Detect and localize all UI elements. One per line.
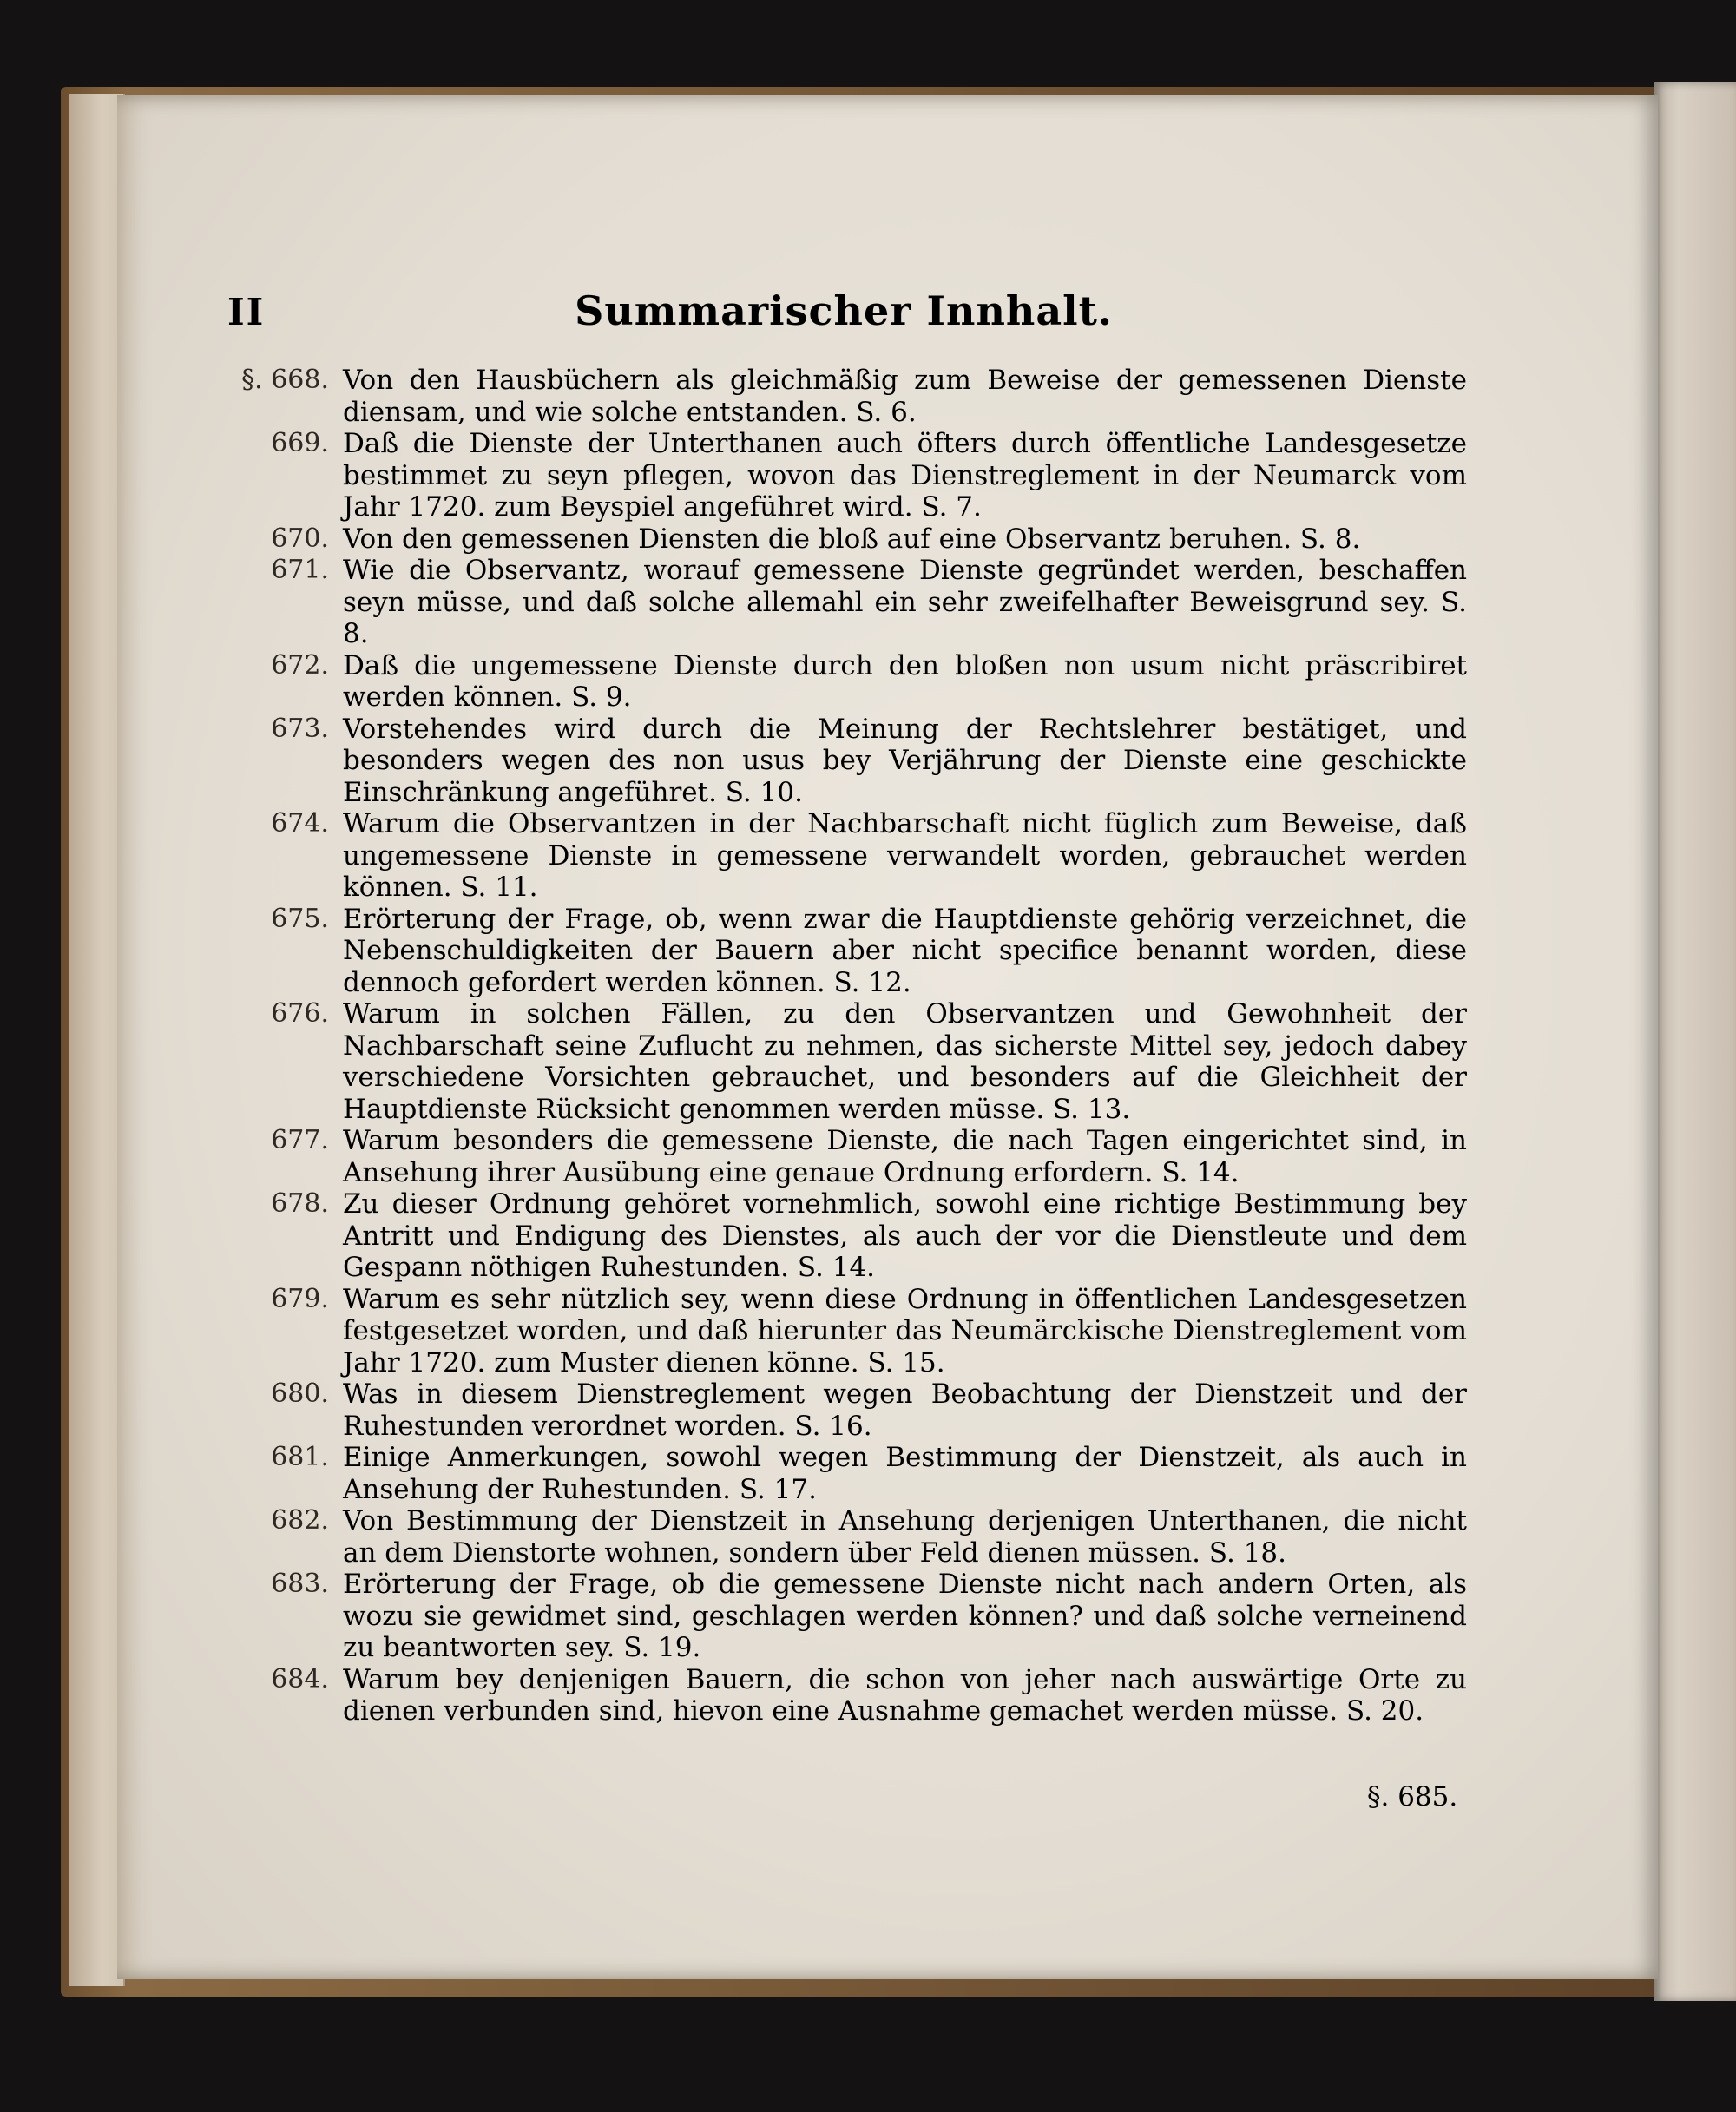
table-of-contents xyxy=(241,365,1467,1727)
toc-entry xyxy=(271,808,1467,904)
running-title: Summarischer Innhalt. xyxy=(575,287,1113,334)
toc-entry xyxy=(271,1505,1467,1569)
entry-text: Erörterung der Frage, ob, wenn zwar die Hauptdienste gehörig verzeichnet, die Nebenschuldigkeiten der Bauern aber nicht specifice benannt worden, diese dennoch gefordert werden können. S. 12. xyxy=(343,903,1467,998)
toc-entry xyxy=(271,428,1467,523)
toc-entry xyxy=(271,903,1467,999)
entry-text: Von den Hausbüchern als gleichmäßig zum Beweise der gemessenen Dienste diensam, und wie solche entstanden. S. 6. xyxy=(343,365,1467,428)
toc-entry xyxy=(271,1283,1467,1379)
entry-number: 682. xyxy=(271,1505,329,1536)
entry-number: 677. xyxy=(271,1125,329,1155)
toc-entry xyxy=(271,1188,1467,1284)
toc-entry xyxy=(271,649,1467,714)
entry-text: Erörterung der Frage, ob die gemessene Dienste nicht nach andern Orten, als wozu sie gewidmet sind, geschlagen werden können? und daß solche verneinend zu beantworten sey. S. 19. xyxy=(343,1569,1467,1663)
entry-text: Von den gemessenen Diensten die bloß auf eine Observantz beruhen. S. 8. xyxy=(343,523,1361,555)
entry-number: 671. xyxy=(271,555,329,585)
toc-entry xyxy=(271,1569,1467,1664)
entry-text: Einige Anmerkungen, sowohl wegen Bestimmung der Dienstzeit, als auch in Ansehung der Ruhestunden. S. 17. xyxy=(343,1442,1467,1505)
entry-number: 678. xyxy=(271,1188,329,1219)
entry-number: 673. xyxy=(271,713,329,744)
toc-entry xyxy=(271,1378,1467,1442)
toc-entry xyxy=(271,1663,1467,1727)
toc-entry xyxy=(271,998,1467,1125)
entry-number: 684. xyxy=(271,1663,329,1694)
toc-entry xyxy=(271,1125,1467,1188)
entry-text: Wie die Observantz, worauf gemessene Dienste gegründet werden, beschaffen seyn müsse, und daß solche allemahl ein sehr zweifelhafter Beweisgrund sey. S. 8. xyxy=(343,555,1467,649)
entry-number: 683. xyxy=(271,1569,329,1599)
entry-number: 674. xyxy=(271,808,329,839)
entry-number: §. 668. xyxy=(241,365,329,395)
entry-number: 676. xyxy=(271,998,329,1029)
page-header xyxy=(227,287,1460,352)
entry-number: 680. xyxy=(271,1378,329,1409)
entry-number: 681. xyxy=(271,1442,329,1472)
entry-text: Warum besonders die gemessene Dienste, die nach Tagen eingerichtet sind, in Ansehung ihrer Ausübung eine genaue Ordnung erfordern. S. 14. xyxy=(343,1125,1467,1188)
entry-number: 672. xyxy=(271,649,329,681)
toc-entry xyxy=(271,713,1467,809)
entry-text: Warum in solchen Fällen, zu den Observantzen und Gewohnheit der Nachbarschaft seine Zuflucht zu nehmen, das sicherste Mittel sey, jedoch dabey verschiedene Vorsichten gebrauchet, und besonders auf die Gleichheit der Hauptdienste Rücksicht genommen werden müsse. S. 13. xyxy=(343,998,1467,1125)
entry-text: Was in diesem Dienstreglement wegen Beobachtung der Dienstzeit und der Ruhestunden verordnet worden. S. 16. xyxy=(343,1378,1467,1442)
entry-text: Von Bestimmung der Dienstzeit in Ansehung derjenigen Unterthanen, die nicht an dem Dienstorte wohnen, sondern über Feld dienen müssen. S. 18. xyxy=(343,1505,1467,1569)
toc-entry xyxy=(271,1442,1467,1505)
entry-text: Zu dieser Ordnung gehöret vornehmlich, sowohl eine richtige Bestimmung bey Antritt und Endigung des Dienstes, als auch der vor die Dienstleute und dem Gespann nöthigen Ruhestunden. S. 14. xyxy=(343,1188,1467,1283)
entry-text: Daß die ungemessene Dienste durch den bloßen non usum nicht präscribiret werden können. S. 9. xyxy=(343,649,1467,713)
toc-entry xyxy=(241,365,1467,428)
entry-text: Warum bey denjenigen Bauern, die schon von jeher nach auswärtige Orte zu dienen verbunden sind, hievon eine Ausnahme gemachet werden müsse. S. 20. xyxy=(343,1663,1467,1727)
entry-text: Vorstehendes wird durch die Meinung der Rechtslehrer bestätiget, und besonders wegen des non usus bey Verjährung der Dienste eine geschickte Einschränkung angeführet. S. 10. xyxy=(343,713,1467,808)
entry-number: 669. xyxy=(271,428,329,458)
entry-number: 675. xyxy=(271,903,329,934)
entry-text: Daß die Dienste der Unterthanen auch öfters durch öffentliche Landesgesetze bestimmet zu seyn pflegen, wovon das Dienstreglement in der Neumarck vom Jahr 1720. zum Beyspiel angeführet wird. S. 7. xyxy=(343,428,1467,523)
facing-page-edge xyxy=(1654,82,1736,2001)
entry-number: 670. xyxy=(271,523,329,554)
entry-number: 679. xyxy=(271,1283,329,1314)
toc-entry xyxy=(271,523,1467,556)
entry-text: Warum die Observantzen in der Nachbarschaft nicht füglich zum Beweise, daß ungemessene Dienste in gemessene verwandelt worden, gebrauchet werden können. S. 11. xyxy=(343,808,1467,903)
catchword: §. 685. xyxy=(1367,1781,1458,1813)
toc-entry xyxy=(271,555,1467,650)
page-number: II xyxy=(227,291,266,333)
entry-text: Warum es sehr nützlich sey, wenn diese Ordnung in öffentlichen Landesgesetzen festgesetzet worden, und daß hierunter das Neumärckische Dienstreglement vom Jahr 1720. zum Muster dienen könne. S. 15. xyxy=(343,1283,1467,1378)
